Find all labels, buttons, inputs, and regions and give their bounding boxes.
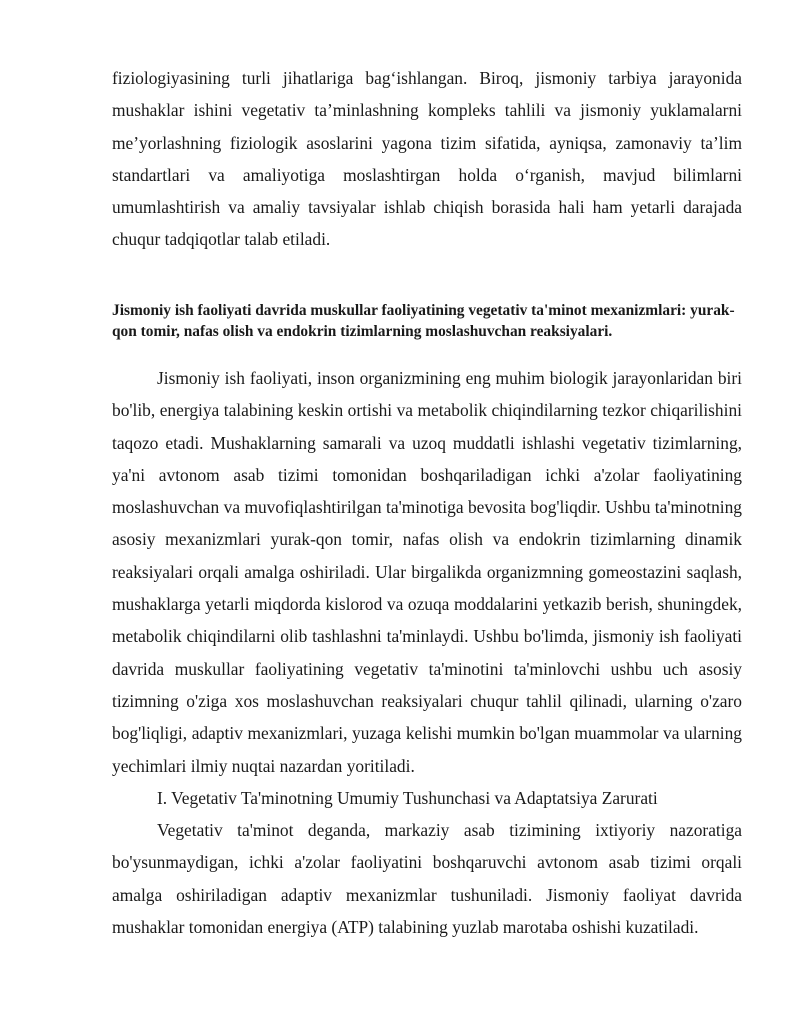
section-body	[112, 362, 742, 943]
intro-paragraph: fiziologiyasining turli jihatlariga bag‘ishlangan. Biroq, jismoniy tarbiya jarayonida mushaklar ishini vegetativ ta’minlashning kompleks tahlili va jismoniy yuklamalarni me’yorlashning fiziologik asoslarini yagona tizim sifatida, ayniqsa, zamonaviy ta’lim standartlari va amaliyotiga moslashtirgan holda o‘rganish, mavjud bilimlarni umumlashtirish va amaliy tavsiyalar ishlab chiqish borasida hali ham yetarli darajada chuqur tadqiqotlar talab etiladi.	[112, 68, 742, 250]
section-title: I. Vegetativ Ta'minotning Umumiy Tushunchasi va Adaptatsiya Zarurati	[157, 787, 658, 808]
section-heading: Jismoniy ish faoliyati davrida muskullar faoliyatining vegetativ ta'minot mexanizmlari: yurak-qon tomir, nafas olish va endokrin tizimlarning moslashuvchan reaksiyalari.	[112, 302, 735, 340]
body-paragraph-1: Jismoniy ish faoliyati, inson organizmining eng muhim biologik jarayonlaridan biri bo'lib, energiya talabining keskin ortishi va metabolik chiqindilarning tezkor chiqarilishini taqozo etadi. Mushaklarning samarali va uzoq muddatli ishlashi vegetativ tizimlarning, ya'ni avtonom asab tizimi tomonidan boshqariladigan ichki a'zolar faoliyatining moslashuvchan va muvofiqlashtirilgan ta'minotiga bevosita bog'liqdir. Ushbu ta'minotning asosiy mexanizmlari yurak-qon tomir, nafas olish va endokrin tizimlarning dinamik reaksiyalari orqali amalga oshiriladi. Ular birgalikda organizmning gomeostazini saqlash, mushaklarga yetarli miqdorda kislorod va ozuqa moddalarini yetkazib berish, shuningdek, metabolik chiqindilarni olib tashlashni ta'minlaydi. Ushbu bo'limda, jismoniy ish faoliyati davrida muskullar faoliyatining vegetativ ta'minotini ta'minlovchi ushbu uch asosiy tizimning o'ziga xos moslashuvchan reaksiyalari chuqur tahlil qilinadi, ularning o'zaro bog'liqligi, adaptiv mexanizmlari, yuzaga kelishi mumkin bo'lgan muammolar va ularning yechimlari ilmiy nuqtai nazardan yoritiladi.	[112, 368, 742, 776]
body-paragraph-2: Vegetativ ta'minot deganda, markaziy asab tizimining ixtiyoriy nazoratiga bo'ysunmaydigan, ichki a'zolar faoliyatini boshqaruvchi avtonom asab tizimi orqali amalga oshiriladigan adaptiv mexanizmlar tushuniladi. Jismoniy faoliyat davrida mushaklar tomonidan energiya (ATP) talabining yuzlab marotaba oshishi kuzatiladi.	[112, 820, 742, 938]
